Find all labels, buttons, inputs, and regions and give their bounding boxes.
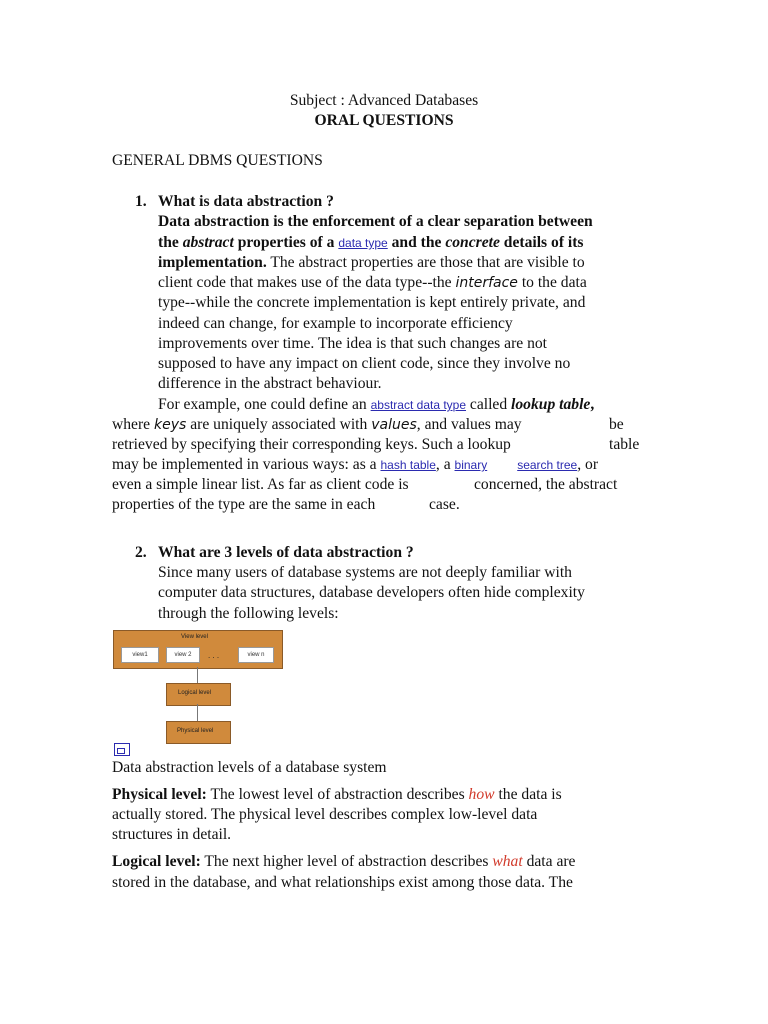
view2-box: view 2 [166,647,200,663]
q2-line: computer data structures, database developers often hide complexity [158,584,585,601]
image-placeholder-icon[interactable] [114,743,130,756]
q1-example-word: table [609,436,640,453]
q2-line: through the following levels: [158,605,339,622]
q1-line: the abstract properties of a data type and the concrete details of its [158,234,584,251]
q2-question: What are 3 levels of data abstraction ? [158,544,414,561]
q1-number: 1. [135,193,147,210]
q1-example-line: where keys are uniquely associated with values, and values may [112,416,522,433]
hash-table-link[interactable]: hash table [380,458,436,472]
logical-paragraph-line: Logical level: The next higher level of abstraction describes what data are [112,853,576,870]
physical-paragraph-line: Physical level: The lowest level of abstraction describes how the data is [112,786,562,803]
data-type-link[interactable]: data type [338,236,388,250]
search-tree-link[interactable]: search tree [517,458,578,472]
q1-example-line: concerned, the abstract [474,476,618,493]
page-title: ORAL QUESTIONS [314,112,454,129]
view-level-label: View level [181,634,208,640]
q1-line: Data abstraction is the enforcement of a clear separation between [158,213,593,230]
q1-example-word: case. [429,496,460,513]
q1-question: What is data abstraction ? [158,193,334,210]
q2-line: Since many users of database systems are not deeply familiar with [158,564,572,581]
q1-line: type--while the concrete implementation is kept entirely private, and [158,294,586,311]
abstract-data-type-link[interactable]: abstract data type [370,398,467,412]
subject-line: Subject : Advanced Databases [289,92,479,109]
q1-line: improvements over time. The idea is that such changes are not [158,335,548,352]
q1-line: implementation. The abstract properties are those that are visible to [158,254,585,271]
logical-level-label: Logical level [178,690,212,696]
viewn-box: view n [238,647,274,663]
physical-paragraph-line: actually stored. The physical level describes complex low-level data [112,806,538,823]
q1-example-line: For example, one could define an abstract data type called lookup table, [158,396,595,413]
view-dots: . . . [208,651,220,660]
q1-example-word: be [609,416,624,433]
physical-paragraph-line: structures in detail. [112,826,232,843]
q2-number: 2. [135,544,147,561]
q1-line: supposed to have any impact on client code, since they involve no [158,355,571,372]
logical-paragraph-line: stored in the database, and what relationships exist among those data. The [112,874,573,891]
q1-example-line: retrieved by specifying their corresponding keys. Such a lookup [112,436,511,453]
connector-line [197,704,198,721]
q1-line: indeed can change, for example to incorporate efficiency [158,315,513,332]
q1-line: client code that makes use of the data type--the interface to the data [158,274,587,291]
q1-example-line: even a simple linear list. As far as client code is [112,476,409,493]
physical-level-label: Physical level [177,728,214,734]
section-heading: GENERAL DBMS QUESTIONS [112,152,323,169]
binary-link[interactable]: binary [454,458,488,472]
connector-line [197,667,198,683]
q1-line: difference in the abstract behaviour. [158,375,382,392]
figure-caption: Data abstraction levels of a database system [112,759,387,776]
view1-box: view1 [121,647,159,663]
q1-example-line: may be implemented in various ways: as a hash table, a binary search tree, or [112,456,599,473]
q1-example-line: properties of the type are the same in each [112,496,376,513]
